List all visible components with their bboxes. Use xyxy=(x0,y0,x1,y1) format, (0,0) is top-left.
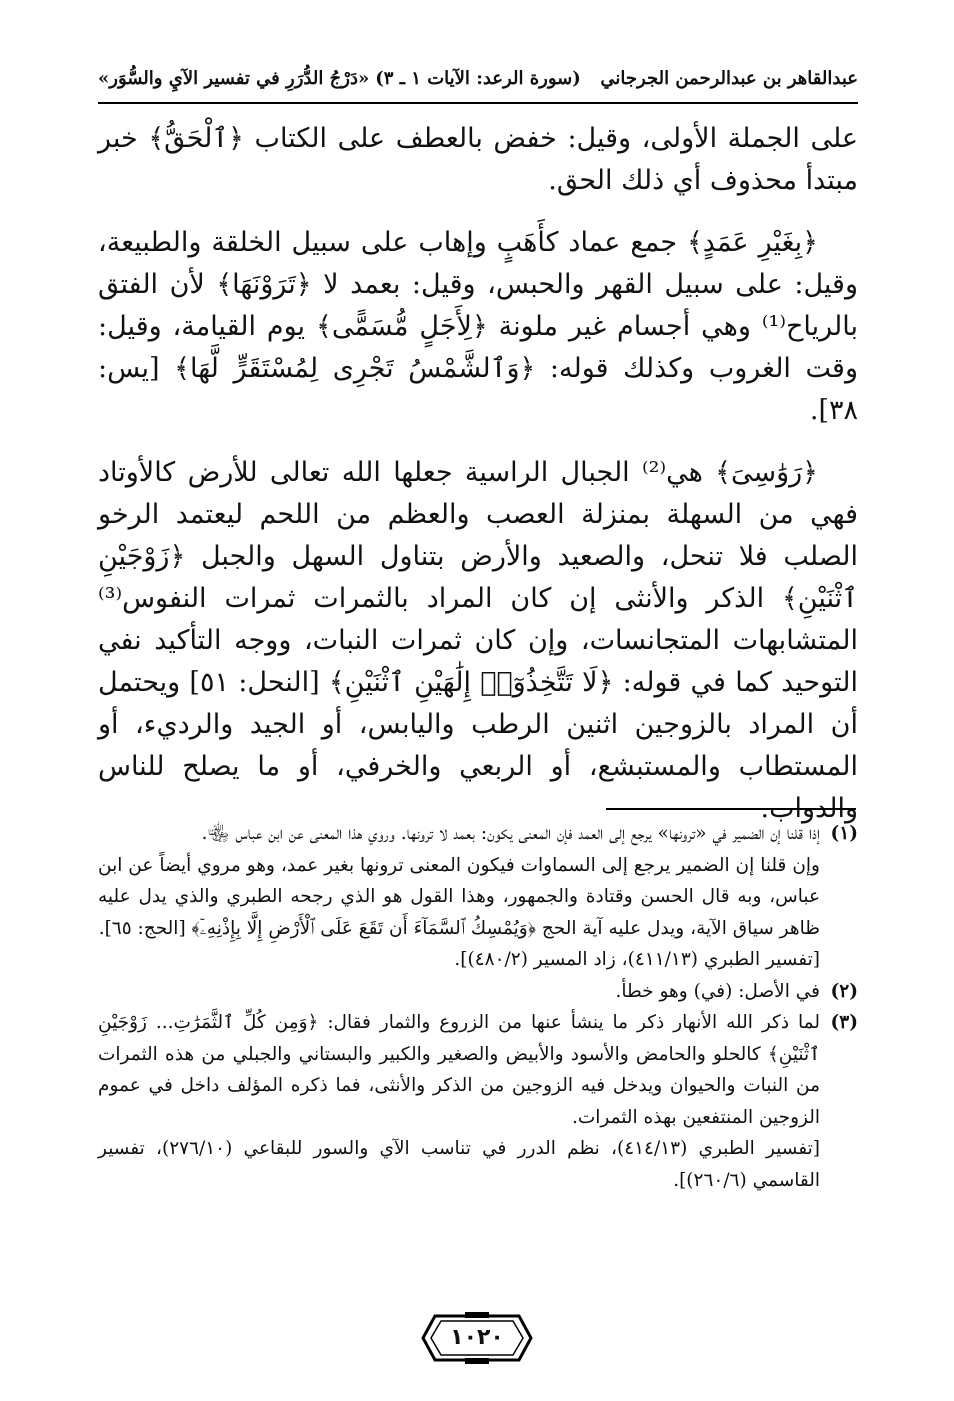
footnote-line: لما ذكر الله الأنهار ذكر ما ينشأ عنها من الزروع والثمار فقال: ﴿وَمِن كُلِّ ٱلثَّمَرَٰتِ... زَوْجَيْنِ ٱثْنَيْنِ﴾ كالحلو والحامض والأسود والأبيض والصغير والكبير والبستاني والجبلي من هذه الثمرات من النبات والحيوان ويدخل فيه الزوجين من الذكر والأنثى، فما ذكره المؤلف داخل في عموم الزوجين المنتفعين بهذه الثمرات. xyxy=(98,1012,820,1128)
footnote xyxy=(98,818,858,976)
header-author: عبدالقاهر بن عبدالرحمن الجرجاني xyxy=(600,68,858,89)
footnote xyxy=(98,1007,858,1196)
footnote-line: إذا قلنا إن الضمير في «ترونها» يرجع إلى العمد فإن المعنى يكون: بعمد لا ترونها. وروي هذا المعنى عن ابن عباس ﵄. xyxy=(201,823,820,844)
footnote-line: وإن قلنا إن الضمير يرجع إلى السماوات فيكون المعنى ترونها بغير عمد، وهو مروي أيضاً عن ابن عباس، وبه قال الحسن وقتادة والجمهور، وهذا القول هو الذي رجحه الطبري والذي يدل عليه ظاهر سياق الآية، ويدل عليه آية الحج ﴿وَيُمْسِكُ ٱلسَّمَآءَ أَن تَقَعَ عَلَى ٱلْأَرْضِ إِلَّا بِإِذْنِهِۦٓ﴾ [الحج: ٦٥]. xyxy=(98,854,820,939)
footnote-body xyxy=(98,1007,820,1196)
footnote-number: (١) xyxy=(830,823,858,844)
footnote-number: (٢) xyxy=(830,980,858,1002)
footnote-line: [تفسير الطبري (٤١١/١٣)، زاد المسير (٤٨٠/٢)]. xyxy=(454,949,820,970)
footnotes xyxy=(98,818,858,1196)
page-number-ornament xyxy=(421,1312,533,1364)
header-surah: (سورة الرعد: الآيات ١ ـ ٣) xyxy=(375,68,581,89)
main-text xyxy=(98,118,858,850)
footnote-line: في الأصل: (في) وهو خطأ. xyxy=(615,980,820,1002)
paragraph: ﴿بِغَيْرِ عَمَدٍ﴾ جمع عماد كأَهَبٍ وإهاب على سبيل الخلقة والطبيعة، وقيل: على سبيل القهر والحبس، وقيل: بعمد لا ﴿تَرَوْنَهَا﴾ لأن الفتق بالرياح⁽¹⁾ وهي أجسام غير ملونة ﴿لِأَجَلٍ مُّسَمًّى﴾ يوم القيامة، وقيل: وقت الغروب وكذلك قوله: ﴿وَٱلشَّمْسُ تَجْرِى لِمُسْتَقَرٍّ لَّهَا﴾ [يس: ٣٨]. xyxy=(98,227,858,426)
header-book-title: «دَرْجُ الدُّرَرِ في تفسير الآيِ والسُّوَر» xyxy=(98,68,370,89)
footnote-line: [تفسير الطبري (٤١٤/١٣)، نظم الدرر في تناسب الآي والسور للبقاعي (٢٧٦/١٠)، تفسير القاسمي (٢٦٠/٦)]. xyxy=(98,1138,820,1191)
paragraph: على الجملة الأولى، وقيل: خفض بالعطف على الكتاب ﴿ٱلْحَقُّ﴾ خبر مبتدأ محذوف أي ذلك الحق. xyxy=(98,123,858,196)
footnote xyxy=(98,976,858,1008)
footnote-body xyxy=(98,976,820,1008)
paragraph: ﴿رَوَٰسِىَ﴾ هي⁽²⁾ الجبال الراسية جعلها الله تعالى للأرض كالأوتاد فهي من السهلة بمنزلة العصب والعظم من اللحم ليعتمد الرخو الصلب فلا تنحل، والصعيد والأرض بتناول السهل والجبل ﴿زَوْجَيْنِ ٱثْنَيْنِ﴾ الذكر والأنثى إن كان المراد بالثمرات ثمرات النفوس⁽³⁾ المتشابهات المتجانسات، وإن كان ثمرات النبات، ووجه التأكيد نفي التوحيد كما في قوله: ﴿لَا تَتَّخِذُوٓا۟ إِلَٰهَيْنِ ٱثْنَيْنِ﴾ [النحل: ٥١] ويحتمل أن المراد بالزوجين اثنين الرطب واليابس، أو الجيد والرديء، أو المستطاب والمستبشع، أو الربعي والخرفي، أو ما يصلح للناس والدواب. xyxy=(98,457,859,824)
footnote-body xyxy=(98,818,820,976)
page-number: ١٠٢٠ xyxy=(450,1325,504,1350)
footnote-divider xyxy=(606,808,856,810)
footnote-number: (٣) xyxy=(830,1012,858,1033)
running-header xyxy=(98,62,858,104)
